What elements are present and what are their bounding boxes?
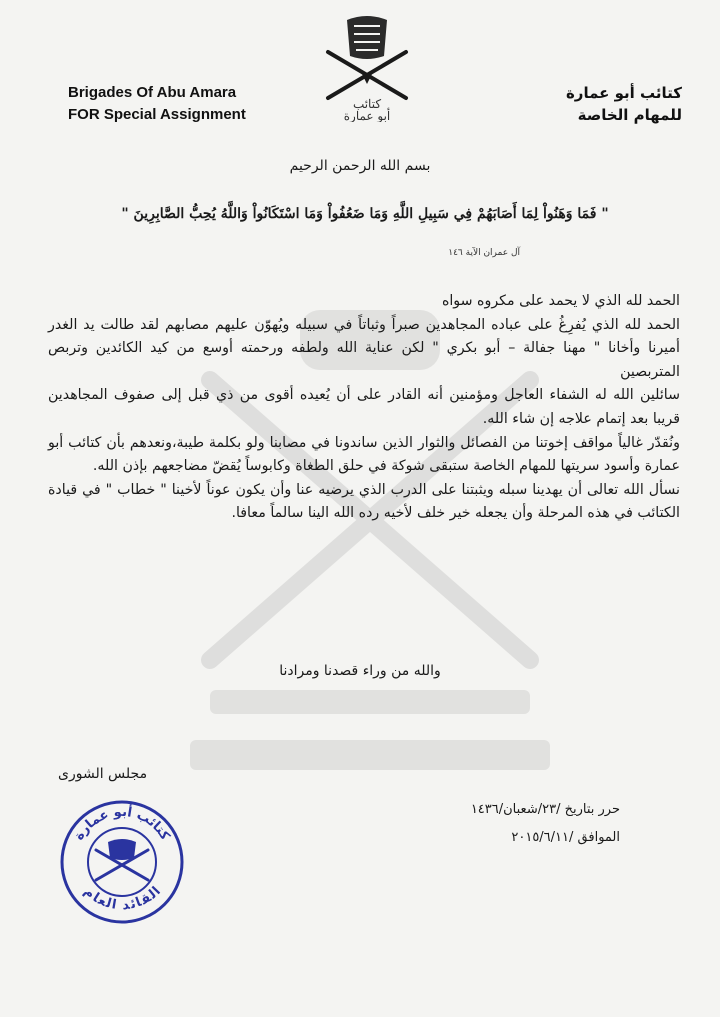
quran-verse: " فَمَا وَهَنُواْ لِمَا أَصَابَهُمْ فِي سَبِيلِ اللَّهِ وَمَا ضَعُفُواْ وَمَا اسْتَكَانُواْ وَاللَّهُ يُحِبُّ الصَّابِرِينَ " [121,206,609,222]
body-paragraph: سائلين الله له الشفاء العاجل ومؤمنين أنه القادر على أن يُعيده أقوى من ذي قبل إلى صفوف المجاهدين قريبا بعد إتمام علاجه إن شاء الله. [48,387,680,427]
svg-text:القائد العام [81,884,164,913]
header-english [68,82,246,126]
header-arabic-line1: كتائب أبو عمارة [565,84,682,102]
stamp-text-bottom: القائد العام [80,884,164,914]
header-english-line1: Brigades Of Abu Amara [68,84,237,101]
verse-reference: آل عمران الآية ١٤٦ [448,248,520,258]
council-signature: مجلس الشورى [58,766,148,782]
header-arabic-line2: للمهام الخاصة [577,106,682,124]
date-gregorian: الموافق /٢٠١٥/٦/١١ [511,830,620,845]
body-paragraph: الحمد لله الذي يُفرِغُ على عباده المجاهدين صبراً وثباتاً في سبيله ويُهوّن عليهم مصابهم لقد طالت يد الغدر أميرنا وأخانا " مهنا جفالة – أبو بكري " لكن عناية الله ولطفه ورحمته أوسع من كيد الكائدين وتربص المتربصين [48,316,680,380]
emblem-banner-icon [347,16,387,59]
body-paragraph: ونُقدّر غالياً مواقف إخوتنا من الفصائل والثوار الذين ساندونا في مصابنا ولو بكلمة طيبة،ونعدهم بأن كتائب أبو عمارة وأسود سريتها للمهام الخاصة ستبقى شوكة في حلق الطغاة وكابوساً يُقضّ مضاجعهم بإذن الله. [48,434,680,475]
brigade-emblem [322,12,412,122]
closing-line: والله من وراء قصدنا ومرادنا [279,663,441,679]
letter-body [48,290,680,526]
header-arabic [566,82,682,126]
date-hijri: حرر بتاريخ /٢٣/شعبان/١٤٣٦ [470,802,620,817]
official-stamp [58,798,186,926]
emblem-caption-bottom: أبو عمارة [343,109,391,122]
header-english-line2: FOR Special Assignment [68,106,246,123]
basmala: بسم الله الرحمن الرحيم [289,158,431,174]
stamp-text-top: كتائب أبو عمارة [71,804,173,844]
body-paragraph: الحمد لله الذي لا يحمد على مكروه سواه [441,293,680,309]
body-paragraph: نسأل الله تعالى أن يهدينا سبله ويثبتنا على الدرب الذي يرضيه عنا وأن يكون عوناً لأخينا " خطاب " في قيادة الكتائب في هذه المرحلة وأن يجعله خير خلف لأخيه رده الله الينا سالماً معافا. [48,481,680,522]
stamp-rifles-icon [96,839,148,880]
svg-text:كتائب أبو عمارة [72,803,173,843]
emblem-caption-top: كتائب [352,97,382,111]
